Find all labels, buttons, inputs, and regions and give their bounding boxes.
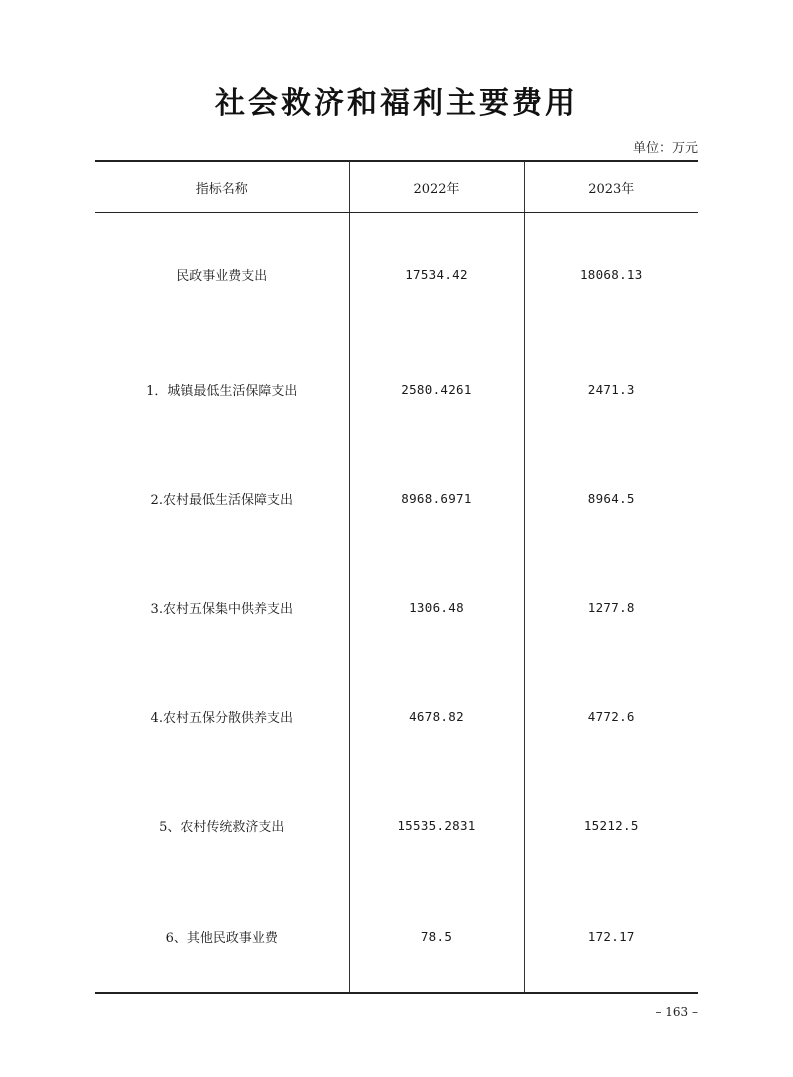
unit-label: 单位：万元 <box>632 141 698 156</box>
expense-table-container <box>95 160 698 994</box>
value-2022: 17534.42 <box>349 213 524 336</box>
value-2023: 2471.3 <box>524 335 698 444</box>
value-2023: 4772.6 <box>524 662 698 771</box>
value-2023: 1277.8 <box>524 553 698 662</box>
table-row <box>95 880 698 993</box>
header-year-2023: 2023年 <box>524 161 698 213</box>
value-2023: 172.17 <box>524 880 698 993</box>
value-2023: 8964.5 <box>524 444 698 553</box>
table-row <box>95 771 698 880</box>
value-2022: 78.5 <box>349 880 524 993</box>
row-label: 6、其他民政事业费 <box>95 880 349 993</box>
page-title: 社会救济和福利主要费用 <box>215 86 578 121</box>
table-row <box>95 662 698 771</box>
value-2022: 4678.82 <box>349 662 524 771</box>
row-label: 4.农村五保分散供养支出 <box>150 711 293 726</box>
value-2022: 8968.6971 <box>349 444 524 553</box>
row-label: 5、农村传统救济支出 <box>159 820 285 835</box>
table-row <box>95 553 698 662</box>
header-row <box>95 161 698 213</box>
value-2022: 1306.48 <box>349 553 524 662</box>
page-number: – 163 – <box>655 1005 698 1019</box>
table-row <box>95 444 698 553</box>
value-2023: 18068.13 <box>524 213 698 336</box>
expense-table <box>95 160 698 994</box>
value-2022: 2580.4261 <box>349 335 524 444</box>
row-label: 1．城镇最低生活保障支出 <box>146 384 298 399</box>
header-indicator-name: 指标名称 <box>95 161 349 213</box>
header-year-2022: 2022年 <box>349 161 524 213</box>
table-row <box>95 335 698 444</box>
value-2022: 15535.2831 <box>349 771 524 880</box>
row-label: 3.农村五保集中供养支出 <box>150 602 293 617</box>
table-header <box>95 161 698 213</box>
table-row <box>95 213 698 336</box>
value-2023: 15212.5 <box>524 771 698 880</box>
table-body <box>95 213 698 994</box>
row-label: 2.农村最低生活保障支出 <box>150 493 293 508</box>
row-label: 民政事业费支出 <box>176 268 268 284</box>
